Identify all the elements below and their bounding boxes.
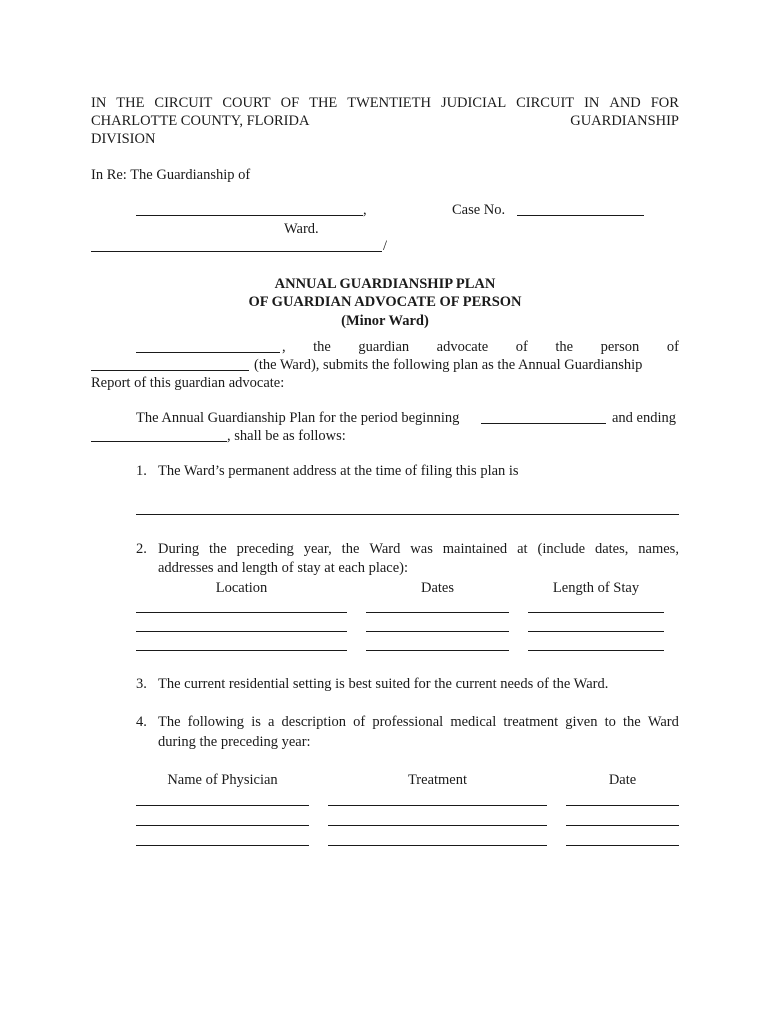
item2-word: preceding: [236, 541, 294, 557]
length-blank-2[interactable]: [528, 631, 664, 632]
item4-word: Ward: [647, 714, 679, 730]
item1-number: 1.: [136, 463, 147, 479]
title-line2: OF GUARDIAN ADVOCATE OF PERSON: [248, 294, 522, 310]
item2-line1: [158, 540, 679, 558]
court-header-line2: [91, 112, 679, 130]
title-line3: (Minor Ward): [341, 313, 429, 329]
treatment-blank-1[interactable]: [328, 805, 547, 806]
header-word: IN: [91, 95, 107, 111]
period-text-c: , shall be as follows:: [227, 428, 346, 444]
location-blank-2[interactable]: [136, 631, 347, 632]
location-blank-1[interactable]: [136, 612, 347, 613]
item4-word: to: [604, 714, 616, 730]
header-word: THE: [309, 95, 338, 111]
caption-bottom-rule: [91, 251, 382, 252]
ward-name-blank[interactable]: [136, 215, 363, 216]
item2-line2: addresses and length of stay at each place):: [158, 560, 409, 576]
date-header: Date: [608, 772, 637, 788]
item2-word: the: [209, 541, 227, 557]
item4-word: following: [187, 714, 245, 730]
item2-word: Ward: [369, 541, 401, 557]
title-line1: ANNUAL GUARDIANSHIP PLAN: [274, 276, 496, 292]
intro-line1: [282, 338, 679, 356]
case-no-blank[interactable]: [517, 215, 644, 216]
header-word: CIRCUIT: [154, 95, 213, 111]
item4-word: of: [353, 714, 366, 730]
ward-label: Ward.: [284, 221, 319, 237]
treatment-blank-2[interactable]: [328, 825, 547, 826]
location-blank-3[interactable]: [136, 650, 347, 651]
dates-header: Dates: [420, 580, 454, 596]
period-end-blank[interactable]: [91, 441, 227, 442]
item3-text: The current residential setting is best suited for the current needs of the Ward.: [158, 676, 609, 692]
header-word: OF: [280, 95, 300, 111]
case-no-label: Case No.: [452, 202, 506, 218]
intro-line2: (the Ward), submits the following plan as the Annual Guardianship: [254, 357, 643, 373]
physician-header: Name of Physician: [167, 772, 278, 788]
intro-word: of: [666, 339, 679, 355]
item4-word: The: [158, 714, 181, 730]
period-begin-blank[interactable]: [481, 423, 606, 424]
item2-word: the: [341, 541, 360, 557]
caption-slash: /: [383, 238, 388, 254]
ward-name-blank-2[interactable]: [91, 370, 249, 371]
item2-word: dates,: [594, 541, 629, 557]
item2-number: 2.: [136, 541, 147, 557]
item2-word: During: [158, 541, 200, 557]
physician-blank-2[interactable]: [136, 825, 309, 826]
division-text: DIVISION: [91, 131, 156, 147]
physician-blank-3[interactable]: [136, 845, 309, 846]
physician-blank-1[interactable]: [136, 805, 309, 806]
item4-line2: during the preceding year:: [158, 734, 311, 750]
header-word: IN: [584, 95, 600, 111]
header-word: AND: [609, 95, 641, 111]
item2-word: year,: [303, 541, 332, 557]
item4-word: a: [267, 714, 275, 730]
item4-word: the: [623, 714, 641, 730]
intro-word: guardian: [358, 339, 410, 355]
intro-word: of: [515, 339, 528, 355]
item4-word: treatment: [503, 714, 559, 730]
header-word: THE: [116, 95, 145, 111]
header-word: CIRCUIT: [516, 95, 575, 111]
item2-word: (include: [537, 541, 586, 557]
date-blank-2[interactable]: [566, 825, 679, 826]
intro-word: advocate: [436, 339, 489, 355]
period-text-a: The Annual Guardianship Plan for the period beginning: [136, 410, 460, 426]
court-header-line1: [91, 94, 679, 112]
item2-word: was: [410, 541, 433, 557]
item4-number: 4.: [136, 714, 147, 730]
item4-word: professional: [372, 714, 444, 730]
intro-word: ,: [282, 339, 286, 355]
address-blank[interactable]: [136, 514, 679, 515]
guardian-name-blank[interactable]: [136, 352, 280, 353]
item4-word: given: [565, 714, 598, 730]
length-blank-3[interactable]: [528, 650, 664, 651]
header-word: TWENTIETH: [347, 95, 431, 111]
period-text-b: and ending: [612, 410, 677, 426]
caption-comma: ,: [363, 202, 367, 218]
dates-blank-2[interactable]: [366, 631, 509, 632]
county-text: CHARLOTTE COUNTY, FLORIDA: [91, 113, 310, 129]
item4-word: description: [281, 714, 346, 730]
treatment-blank-3[interactable]: [328, 845, 547, 846]
dates-blank-3[interactable]: [366, 650, 509, 651]
treatment-header: Treatment: [407, 772, 468, 788]
item4-word: is: [251, 714, 261, 730]
item2-word: names,: [638, 541, 679, 557]
length-blank-1[interactable]: [528, 612, 664, 613]
guardianship-text: GUARDIANSHIP: [570, 113, 679, 129]
item3-number: 3.: [136, 676, 147, 692]
length-of-stay-header: Length of Stay: [552, 580, 640, 596]
header-word: JUDICIAL: [440, 95, 507, 111]
intro-word: the: [555, 339, 574, 355]
in-re-text: In Re: The Guardianship of: [91, 167, 251, 183]
intro-line3: Report of this guardian advocate:: [91, 375, 285, 391]
intro-word: person: [600, 339, 640, 355]
header-word: COURT: [222, 95, 271, 111]
date-blank-1[interactable]: [566, 805, 679, 806]
date-blank-3[interactable]: [566, 845, 679, 846]
dates-blank-1[interactable]: [366, 612, 509, 613]
header-word: FOR: [650, 95, 679, 111]
item1-text: The Ward’s permanent address at the time of filing this plan is: [158, 463, 519, 479]
item2-word: at: [517, 541, 528, 557]
item4-line1: [158, 713, 679, 731]
location-header: Location: [215, 580, 268, 596]
item4-word: medical: [450, 714, 497, 730]
intro-word: the: [313, 339, 331, 355]
item2-word: maintained: [442, 541, 508, 557]
